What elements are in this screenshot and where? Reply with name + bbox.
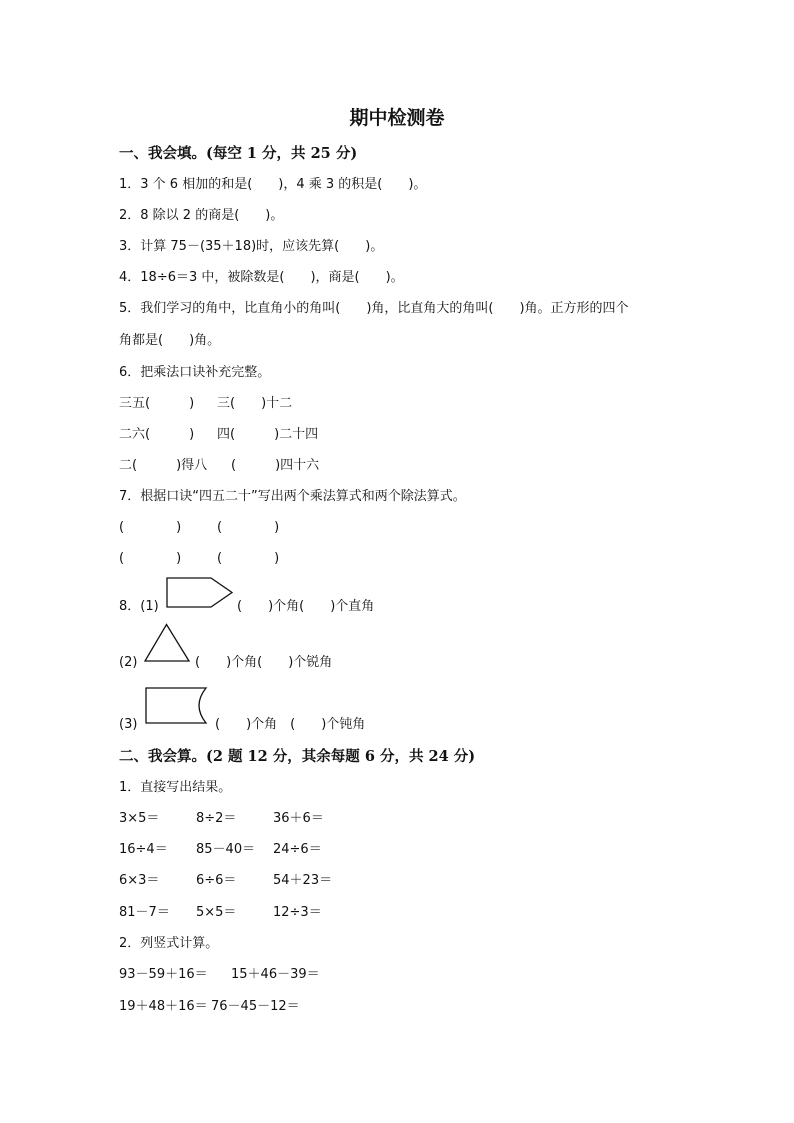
question-1-8-2-text: ( )个角( )个锐角 bbox=[195, 655, 333, 670]
question-1-4: 4．18÷6＝3 中，被除数是( )，商是( )。 bbox=[119, 270, 404, 285]
equation-blank: ( ) bbox=[217, 551, 280, 566]
question-1-8-3-label: (3) bbox=[119, 717, 138, 732]
calc-item: 81－7＝ bbox=[119, 905, 170, 920]
question-1-8-2-label: (2) bbox=[119, 655, 138, 670]
page-title: 期中检测卷 bbox=[349, 107, 445, 129]
mult-table-blank: 四( )二十四 bbox=[217, 427, 319, 442]
equation-blank: ( ) bbox=[119, 520, 182, 535]
calc-item: 36＋6＝ bbox=[273, 811, 324, 826]
question-2-1: 1．直接写出结果。 bbox=[119, 780, 232, 795]
section-2-heading: 二、我会算。(2 题 12 分，其余每题 6 分，共 24 分) bbox=[119, 748, 476, 765]
question-1-3: 3．计算 75－(35＋18)时，应该先算( )。 bbox=[119, 239, 384, 254]
mult-table-blank: 三五( ) bbox=[119, 396, 195, 411]
curved-rectangle-shape bbox=[144, 686, 210, 726]
section-1-heading: 一、我会填。(每空 1 分，共 25 分) bbox=[119, 145, 358, 162]
vertical-calc-item: 15＋46－39＝ bbox=[231, 967, 320, 982]
pentagon-shape bbox=[166, 576, 236, 610]
calc-item: 6÷6＝ bbox=[196, 873, 237, 888]
calc-item: 16÷4＝ bbox=[119, 842, 168, 857]
calc-item: 5×5＝ bbox=[196, 905, 237, 920]
mult-table-blank: 二( )得八 bbox=[119, 458, 208, 473]
vertical-calc-item: 93－59＋16＝ bbox=[119, 967, 208, 982]
question-1-5-line1: 5．我们学习的角中，比直角小的角叫( )角，比直角大的角叫( )角。正方形的四个 bbox=[119, 301, 629, 316]
vertical-calc-item: 19＋48＋16＝ bbox=[119, 999, 208, 1014]
question-1-1: 1．3 个 6 相加的和是( )，4 乘 3 的积是( )。 bbox=[119, 177, 427, 192]
question-1-7: 7．根据口诀“四五二十”写出两个乘法算式和两个除法算式。 bbox=[119, 489, 466, 504]
triangle-shape bbox=[144, 623, 190, 663]
calc-item: 6×3＝ bbox=[119, 873, 160, 888]
mult-table-blank: ( )四十六 bbox=[231, 458, 320, 473]
calc-item: 12÷3＝ bbox=[273, 905, 322, 920]
question-1-8-1-text: ( )个角( )个直角 bbox=[237, 599, 375, 614]
question-1-8-label: 8．(1) bbox=[119, 599, 159, 614]
question-2-2: 2．列竖式计算。 bbox=[119, 936, 219, 951]
calc-item: 8÷2＝ bbox=[196, 811, 237, 826]
vertical-calc-item: 76－45－12＝ bbox=[211, 999, 300, 1014]
question-1-6: 6．把乘法口诀补充完整。 bbox=[119, 365, 271, 380]
question-1-5-line2: 角都是( )角。 bbox=[119, 333, 221, 348]
question-1-8-3-text: ( )个角 ( )个钝角 bbox=[215, 717, 366, 732]
equation-blank: ( ) bbox=[119, 551, 182, 566]
mult-table-blank: 三( )十二 bbox=[217, 396, 293, 411]
mult-table-blank: 二六( ) bbox=[119, 427, 195, 442]
question-1-2: 2．8 除以 2 的商是( )。 bbox=[119, 208, 284, 223]
equation-blank: ( ) bbox=[217, 520, 280, 535]
calc-item: 54＋23＝ bbox=[273, 873, 333, 888]
calc-item: 3×5＝ bbox=[119, 811, 160, 826]
calc-item: 85－40＝ bbox=[196, 842, 256, 857]
calc-item: 24÷6＝ bbox=[273, 842, 322, 857]
